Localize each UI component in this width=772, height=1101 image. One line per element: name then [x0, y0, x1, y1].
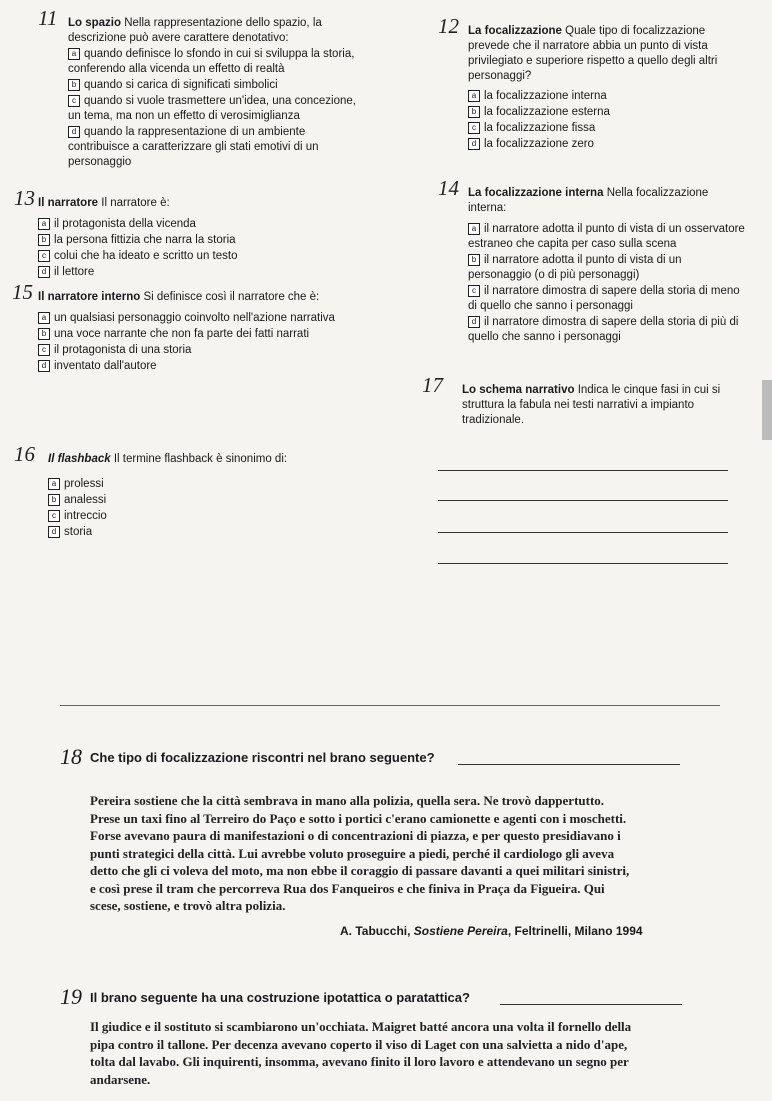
question-number: 13 [14, 186, 35, 210]
question-prompt: Nella rappresentazione dello spazio, la descrizione può avere carattere denotativo: [68, 17, 322, 44]
question-number: 18 [60, 744, 82, 769]
question-title: Il brano seguente ha una costruzione ipotattica o paratattica? [90, 990, 470, 1005]
option-c[interactable]: c il protagonista di una storia [38, 343, 358, 358]
option-a[interactable]: a quando definisce lo sfondo in cui si sviluppa la storia, conferendo alla vicenda un effetto di realtà [68, 48, 355, 75]
question-11 [38, 6, 368, 170]
option-b[interactable]: b analessi [48, 493, 368, 508]
question-title: Che tipo di focalizzazione riscontri nel brano seguente? [90, 750, 435, 765]
question-title: La focalizzazione interna [468, 187, 604, 199]
option-d[interactable]: d quando la rappresentazione di un ambiente contribuisce a caratterizzare gli stati emotivi di un personaggio [68, 126, 319, 168]
question-19 [60, 984, 470, 1009]
option-b[interactable]: b la focalizzazione esterna [468, 105, 748, 120]
option-b[interactable]: b il narratore adotta il punto di vista di un personaggio (o di più personaggi) [468, 254, 682, 281]
option-letter: a [68, 48, 80, 60]
question-14 [438, 176, 748, 345]
option-b[interactable]: b una voce narrante che non fa parte dei fatti narrati [38, 327, 358, 342]
answer-line[interactable] [458, 764, 680, 765]
question-prompt: Si definisce così il narratore che è: [143, 291, 320, 303]
option-d[interactable]: d inventato dall'autore [38, 359, 358, 374]
question-title: La focalizzazione [468, 25, 562, 37]
question-number: 14 [438, 176, 459, 200]
bleed-through-text [440, 560, 760, 571]
question-title: Il flashback [48, 453, 111, 465]
option-c[interactable]: c colui che ha ideato e scritto un testo [38, 249, 358, 264]
question-16 [14, 442, 368, 540]
option-c[interactable]: c la focalizzazione fissa [468, 121, 748, 136]
option-c[interactable]: c quando si vuole trasmettere un'idea, una concezione, un tema, ma non un effetto di verosimiglianza [68, 95, 356, 122]
question-18 [60, 744, 435, 769]
question-title: Lo spazio [68, 17, 122, 29]
option-a[interactable]: a un qualsiasi personaggio coinvolto nell'azione narrativa [38, 311, 358, 326]
question-title: Il narratore [38, 197, 99, 209]
answer-line[interactable] [438, 470, 728, 471]
option-d[interactable]: d il lettore [38, 265, 358, 280]
question-number: 11 [38, 6, 58, 30]
option-a[interactable]: a il protagonista della vicenda [38, 217, 358, 232]
question-prompt: Il narratore è: [101, 197, 170, 209]
answer-line[interactable] [438, 500, 728, 501]
passage-maigret: Il giudice e il sostituto si scambiarono un'occhiata. Maigret batté ancora una volta il fornello della pipa contro il tallone. Per decenza avevano coperto il viso di Laget con una salvietta a nido d'ape, tolta dal lavabo. Gli inquirenti, insomma, avevano finito il loro lavoro e attendevano un segno per andarsene. [90, 1019, 632, 1087]
question-number: 16 [14, 442, 35, 466]
question-prompt: Il termine flashback è sinonimo di: [113, 453, 288, 465]
option-b[interactable]: b quando si carica di significati simbolici [68, 78, 368, 93]
option-c[interactable]: c il narratore dimostra di sapere della storia di meno di quello che sanno i personaggi [468, 285, 740, 312]
option-d[interactable]: d il narratore dimostra di sapere della storia di più di quello che sanno i personaggi [468, 316, 739, 343]
question-title: Lo schema narrativo [462, 384, 575, 396]
question-number: 17 [422, 373, 443, 397]
section-divider [60, 705, 720, 706]
answer-line[interactable] [500, 1004, 682, 1005]
answer-line[interactable] [438, 563, 728, 564]
question-title: Il narratore interno [38, 291, 141, 303]
option-d[interactable]: d la focalizzazione zero [468, 137, 748, 152]
option-a[interactable]: a il narratore adotta il punto di vista di un osservatore estraneo che capita per caso sulla scena [468, 223, 745, 250]
question-number: 12 [438, 14, 459, 38]
citation: A. Tabucchi, Sostiene Pereira, Feltrinelli, Milano 1994 [340, 924, 643, 938]
option-a[interactable]: a prolessi [48, 477, 368, 492]
question-prompt: Nella focalizzazione interna: [468, 187, 709, 214]
option-a[interactable]: a la focalizzazione interna [468, 89, 748, 104]
question-15 [12, 280, 358, 374]
option-c[interactable]: c intreccio [48, 509, 368, 524]
option-d[interactable]: d storia [48, 525, 368, 540]
question-prompt: Quale tipo di focalizzazione prevede che il narratore abbia un punto di vista privilegiato e superiore rispetto a quello degli altri personaggi? [468, 25, 718, 82]
answer-line[interactable] [438, 532, 728, 533]
question-number: 15 [12, 280, 33, 304]
page-edge-tab [762, 380, 772, 440]
option-b[interactable]: b la persona fittizia che narra la storia [38, 233, 358, 248]
question-17 [422, 373, 742, 428]
question-12 [438, 14, 748, 152]
question-13 [14, 186, 358, 280]
passage-pereira: Pereira sostiene che la città sembrava in mano alla polizia, quella sera. Ne trovò dappertutto. Prese un taxi fino al Terreiro do Paço e sotto i portici c'erano camionette e agenti con i moschetti. Forse avevano paura di manifestazioni o di concentrazioni di piazza, e per questo presidiavano i punti strategici della città. Lui avrebbe voluto proseguire a piedi, perché il cardiologo gli aveva detto che gli ci voleva del moto, ma non ebbe il coraggio di passare davanti a quei militari sinistri, e così prese il tram che percorreva Rua dos Fanqueiros e che finiva in Praça da Figueira. Qui scese, sostiene, e trovò altra polizia. [90, 793, 630, 913]
question-number: 19 [60, 984, 82, 1009]
question-prompt: Indica le cinque fasi in cui si struttura la fabula nei testi narrativi a impianto tradizionale. [462, 384, 721, 426]
